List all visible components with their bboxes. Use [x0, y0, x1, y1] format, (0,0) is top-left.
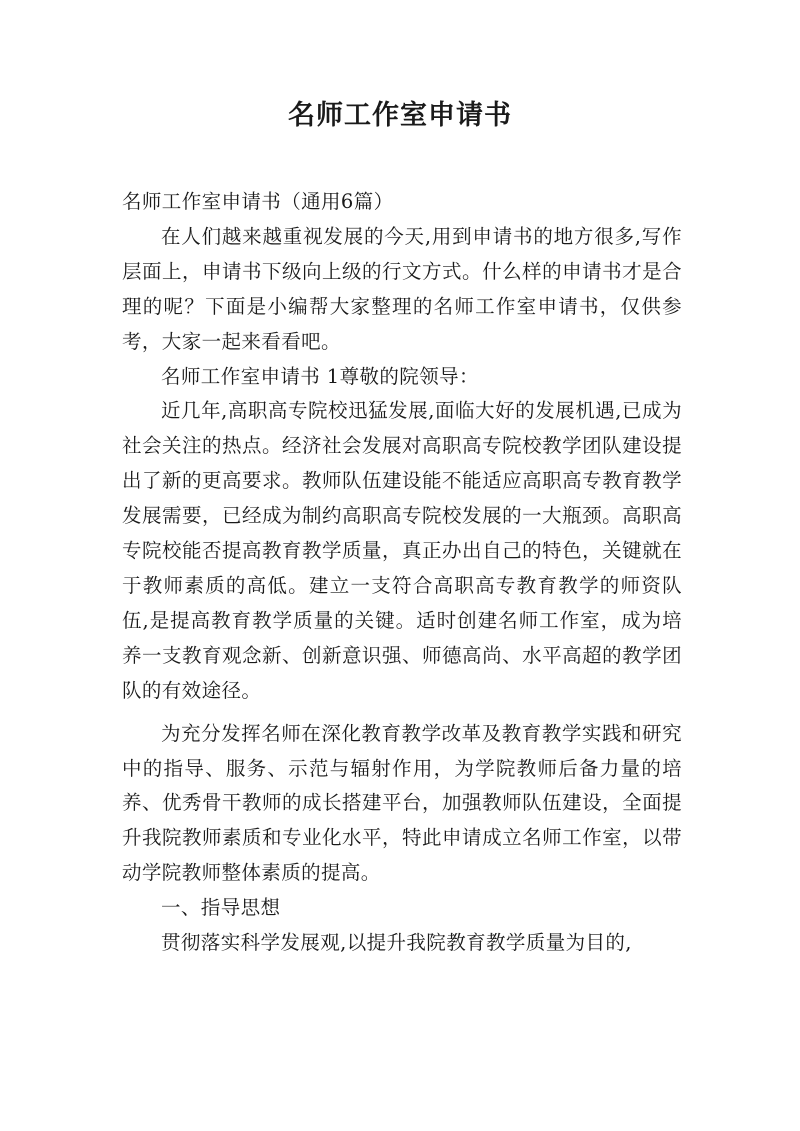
subtitle-paragraph: 名师工作室申请书（通用6篇） — [122, 190, 394, 213]
salutation-paragraph: 名师工作室申请书 1尊敬的院领导： — [161, 364, 479, 388]
section-heading: 一、指导思想 — [161, 896, 281, 920]
document-body — [122, 185, 682, 961]
guiding-paragraph: 贯彻落实科学发展观,以提升我院教育教学质量为目的, — [161, 931, 632, 955]
intro-paragraph: 在人们越来越重视发展的今天,用到申请书的地方很多,写作层面上，申请书下级向上级的行文方式。什么样的申请书才是合理的呢？下面是小编帮大家整理的名师工作室申请书，仅供参考，大家一起来看看吧。 — [122, 224, 682, 353]
document-title: 名师工作室申请书 — [288, 100, 512, 131]
background-paragraph: 近几年,高职高专院校迅猛发展,面临大好的发展机遇,已成为社会关注的热点。经济社会发展对高职高专院校教学团队建设提出了新的更高要求。教师队伍建设能不能适应高职高专教育教学发展需要，已经成为制约高职高专院校发展的一大瓶颈。高职高专院校能否提高教育教学质量，真正办出自己的特色，关键就在于教师素质的高低。建立一支符合高职高专教育教学的师资队伍,是提高教育教学质量的关键。适时创建名师工作室，成为培养一支教育观念新、创新意识强、师德高尚、水平高超的教学团队的有效途径。 — [122, 399, 682, 702]
purpose-paragraph: 为充分发挥名师在深化教育教学改革及教育教学实践和研究中的指导、服务、示范与辐射作用，为学院教师后备力量的培养、优秀骨干教师的成长搭建平台，加强教师队伍建设，全面提升我院教师素质和专业化水平，特此申请成立名师工作室，以带动学院教师整体素质的提高。 — [122, 721, 682, 885]
